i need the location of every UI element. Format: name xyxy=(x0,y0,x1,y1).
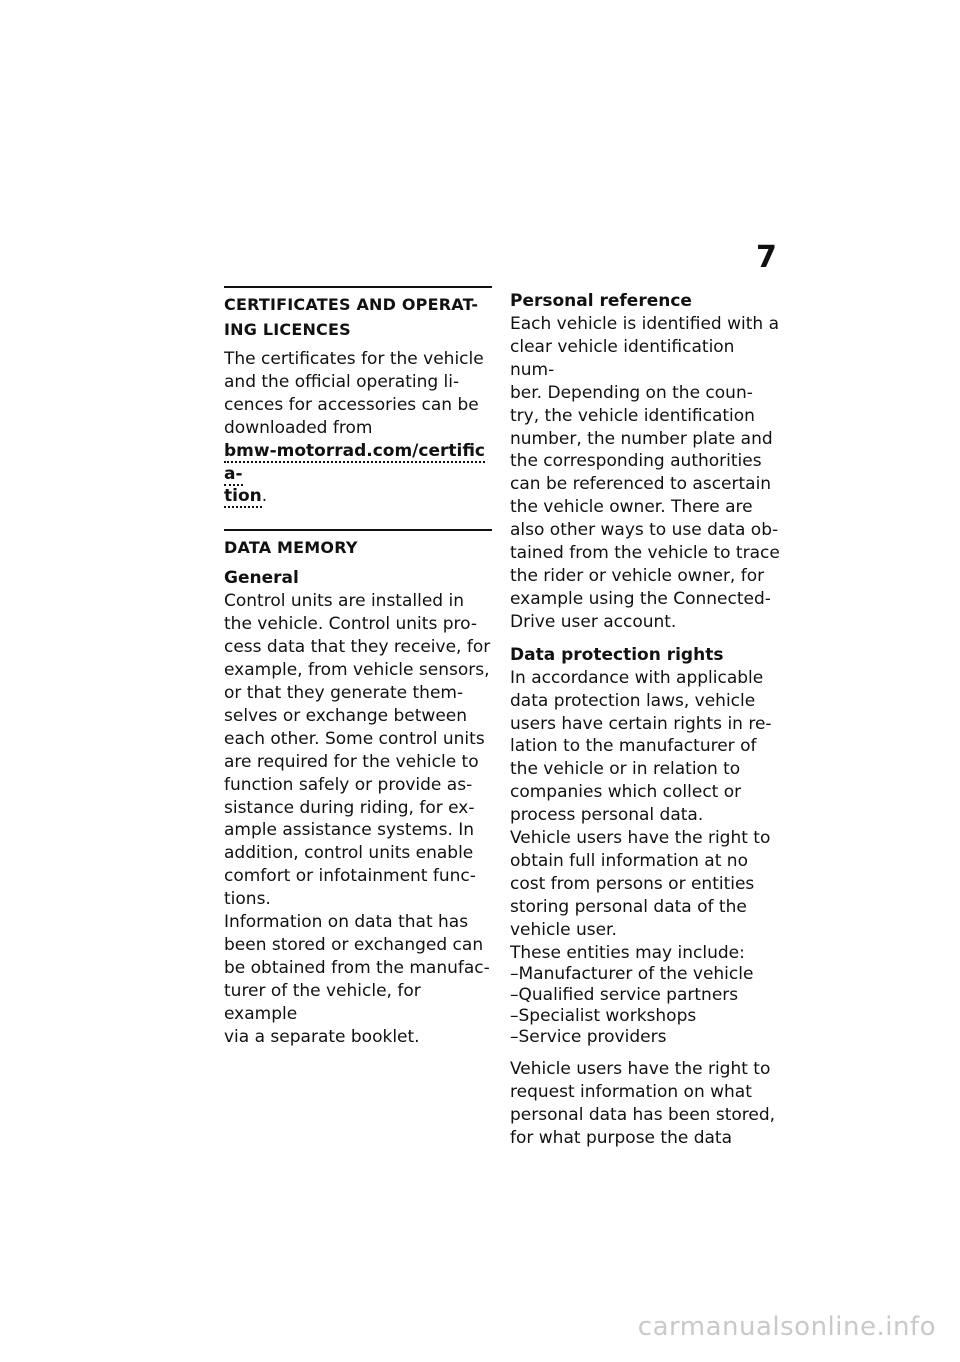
general-line: example, from vehicle sensors, xyxy=(224,660,490,681)
data-protection-line: companies which collect or xyxy=(510,782,742,803)
certificates-line: downloaded from xyxy=(224,417,373,438)
personal-reference-line: can be referenced to ascertain xyxy=(510,474,772,495)
personal-reference-body xyxy=(510,313,782,634)
personal-reference-line: the vehicle owner. There are xyxy=(510,497,753,518)
general-line: each other. Some control units xyxy=(224,728,485,749)
list-item: – Specialist workshops xyxy=(510,1006,782,1027)
general-line: turer of the vehicle, for example xyxy=(224,980,421,1024)
entities-list xyxy=(510,964,782,1048)
certificates-heading-line2: ING LICENCES xyxy=(224,320,351,339)
watermark: carmanualsonline.info xyxy=(637,1312,936,1342)
general-line: or that they generate them- xyxy=(224,682,464,703)
personal-reference-line: Drive user account. xyxy=(510,611,677,632)
certificates-line: The certificates for the vehicle xyxy=(224,349,484,369)
link-period: . xyxy=(261,486,268,507)
data-protection-line: Vehicle users have the right to xyxy=(510,828,771,849)
general-line: been stored or exchanged can xyxy=(224,934,484,955)
data-protection-line: storing personal data of the xyxy=(510,896,747,917)
data-protection-line: obtain full information at no xyxy=(510,850,748,871)
general-line: are required for the vehicle to xyxy=(224,751,479,772)
data-memory-section xyxy=(224,529,492,1048)
page-number: 7 xyxy=(756,240,777,275)
data-protection-heading: Data protection rights xyxy=(510,644,724,665)
data-protection-line: lation to the manufacturer of xyxy=(510,736,757,757)
personal-reference-line: Each vehicle is identified with a xyxy=(510,314,780,334)
personal-reference-line: example using the Connected- xyxy=(510,588,771,609)
certificates-link-line2: tion xyxy=(224,486,262,507)
general-line: selves or exchange between xyxy=(224,705,468,726)
data-protection-line: data protection laws, vehicle xyxy=(510,690,756,711)
right-column xyxy=(510,290,782,1150)
data-protection-line: cost from persons or entities xyxy=(510,873,755,894)
personal-reference-line: also other ways to use data ob- xyxy=(510,520,779,541)
personal-reference-line: try, the vehicle identification xyxy=(510,405,755,426)
general-line: function safely or provide as- xyxy=(224,774,473,795)
closing-line: Vehicle users have the right to xyxy=(510,1059,771,1080)
certificates-heading-line1: CERTIFICATES AND OPERAT- xyxy=(224,295,479,314)
general-line: comfort or infotainment func- xyxy=(224,866,476,887)
data-protection-line: vehicle user. xyxy=(510,919,617,940)
general-line: ample assistance systems. In xyxy=(224,820,475,841)
general-line: Information on data that has xyxy=(224,912,469,933)
personal-reference-line: the corresponding authorities xyxy=(510,451,762,472)
list-item: – Qualified service partners xyxy=(510,985,782,1006)
general-line: via a separate booklet. xyxy=(224,1026,420,1047)
data-protection-line: In accordance with applicable xyxy=(510,667,764,688)
data-memory-heading: DATA MEMORY xyxy=(224,538,358,558)
personal-reference-heading: Personal reference xyxy=(510,291,692,311)
general-line: addition, control units enable xyxy=(224,843,474,864)
general-line: cess data that they receive, for xyxy=(224,637,491,658)
closing-line: request information on what xyxy=(510,1082,752,1103)
closing-line: personal data has been stored, xyxy=(510,1105,776,1126)
data-protection-line: process personal data. xyxy=(510,805,704,826)
general-line: be obtained from the manufac- xyxy=(224,957,490,978)
list-item: – Manufacturer of the vehicle xyxy=(510,964,782,985)
certificates-line: and the official operating li- xyxy=(224,371,460,392)
personal-reference-line: the rider or vehicle owner, for xyxy=(510,565,765,586)
personal-reference-line: ber. Depending on the coun- xyxy=(510,382,753,403)
personal-reference-line: clear vehicle identification num- xyxy=(510,336,735,380)
personal-reference-line: tained from the vehicle to trace xyxy=(510,543,780,564)
data-protection-closing xyxy=(510,1058,782,1150)
general-line: tions. xyxy=(224,889,271,910)
general-line: the vehicle. Control units pro- xyxy=(224,614,477,635)
certificates-line: cences for accessories can be xyxy=(224,394,479,415)
data-protection-body xyxy=(510,667,782,965)
general-line: Control units are installed in xyxy=(224,591,464,612)
certificates-link-line1: bmw-motorrad.com/certifica- xyxy=(224,440,486,484)
left-column xyxy=(224,286,492,1048)
list-item: – Service providers xyxy=(510,1027,782,1048)
personal-reference-line: number, the number plate and xyxy=(510,428,773,449)
general-heading: General xyxy=(224,568,299,589)
certificates-body xyxy=(224,348,492,508)
data-protection-line: the vehicle or in relation to xyxy=(510,759,741,780)
certificates-section xyxy=(224,286,492,508)
general-body xyxy=(224,590,492,1048)
data-protection-line: These entities may include: xyxy=(510,942,745,963)
data-protection-line: users have certain rights in re- xyxy=(510,713,772,734)
closing-line: for what purpose the data xyxy=(510,1128,733,1149)
general-line: sistance during riding, for ex- xyxy=(224,797,475,818)
certificates-heading xyxy=(224,288,492,342)
